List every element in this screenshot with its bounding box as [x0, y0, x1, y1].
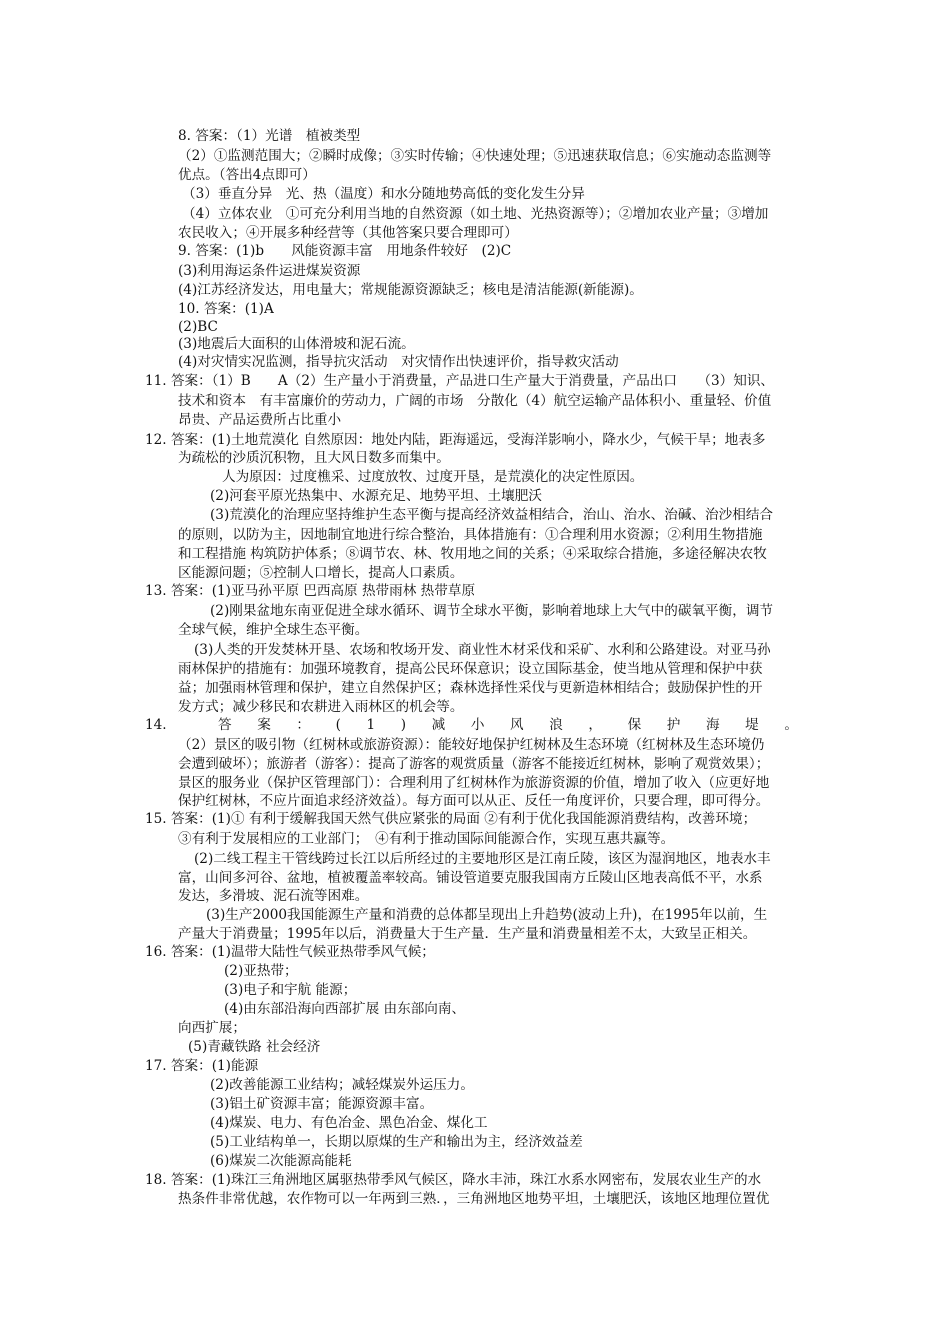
q9-answer-line-3: (4)江苏经济发达，用电量大；常规能源资源缺乏；核电是清洁能源(新能源)。 [178, 282, 643, 298]
q18-answer-line-1: 18. 答案：(1)珠江三角洲地区属驱热带季风气候区，降水丰沛，珠江水系水网密布，发展农业生产的水 [145, 1172, 762, 1188]
q14-char: ， [588, 717, 602, 733]
q16-answer-line-3: (3)电子和宇航 能源； [224, 982, 357, 998]
q14-char: ( [335, 717, 341, 733]
q14-answer-line-5: 保护红树林，不应片面追求经济效益）。每方面可以从正、反任一角度评价，只要合理，即可得分。 [178, 793, 770, 809]
q13-answer-line-3: 全球气候，维护全球生态平衡。 [178, 622, 369, 638]
q14-char: 小 [470, 717, 485, 733]
q14-char: 案 [257, 717, 271, 733]
q13-answer-line-4: (3)人类的开发焚林开垦、农场和牧场开发、商业性木材采伐和采矿、水利和公路建设。对亚马孙 [194, 642, 771, 658]
q17-answer-line-4: (4)煤炭、电力、有色冶金、黑色冶金、煤化工 [210, 1115, 488, 1131]
q14-number: 14. [145, 717, 167, 733]
q13-answer-line-7: 发方式；减少移民和农耕进入雨林区的机会等。 [178, 699, 464, 715]
q9-answer-line-1: 9. 答案：(1)b 风能资源丰富 用地条件较好 (2)C [178, 243, 512, 259]
q14-answer-line-3: 会遭到破坏）；旅游者（游客）：提高了游客的观赏质量（游客不能接近红树林，影响了观赏效果）； [178, 756, 770, 772]
q12-answer-line-6: 的原则，以防为主，因地制宜地进行综合整治，具体措施有：①合理利用水资源；②利用生物措施 [178, 527, 763, 543]
q15-answer-line-6: (3)生产2000我国能源生产量和消费的总体都呈现出上升趋势(波动上升)，在1995年以前，生 [206, 907, 768, 923]
q14-char: 1 [366, 717, 376, 733]
q13-answer-line-6: 益；加强雨林管理和保护，建立自然保护区；森林选择性采伐与更新造林相结合；鼓励保护性的开 [178, 680, 763, 696]
q14-char: ) [400, 717, 407, 733]
q17-answer-line-1: 17. 答案：(1)能源 [145, 1058, 259, 1074]
q11-answer-line-2: 技术和资本 有丰富廉价的劳动力，广阔的市场 分散化（4）航空运输产品体积小、重量轻、价值 [178, 393, 772, 409]
q15-answer-line-4: 富，山间多河谷、盆地，植被覆盖率较高。铺设管道要克服我国南方丘陵山区地表高低不平，水系 [178, 870, 763, 886]
q14-char: 答 [218, 717, 232, 733]
q15-answer-line-2: ③有利于发展相应的工业部门； ④有利于推动国际间能源合作，实现互惠共赢等。 [178, 831, 675, 847]
q12-answer-line-4: (2)河套平原光热集中、水源充足、地势平坦、土壤肥沃 [210, 488, 542, 504]
q10-answer-line-4: (4)对灾情实况监测，指导抗灾活动 对灾情作出快速评价，指导救灾活动 [178, 354, 619, 370]
q17-answer-line-6: (6)煤炭二次能源高能耗 [210, 1153, 352, 1169]
q8-answer-line-5: （4）立体农业 ①可充分利用当地的自然资源（如土地、光热资源等）；②增加农业产量；③增加 [182, 206, 769, 222]
q8-answer-line-1: 8. 答案：（1）光谱 植被类型 [178, 128, 361, 144]
q12-answer-line-5: (3)荒漠化的治理应坚持维护生态平衡与提高经济效益相结合，治山、治水、治碱、治沙相结合 [210, 507, 774, 523]
q16-answer-line-4: (4)由东部沿海向西部扩展 由东部向南、 [224, 1001, 466, 1017]
q13-answer-line-2: (2)刚果盆地东南亚促进全球水循环、调节全球水平衡，影响着地球上大气中的碳氧平衡，调节 [210, 603, 774, 619]
q10-answer-line-3: (3)地震后大面积的山体滑坡和泥石流。 [178, 336, 415, 352]
q18-answer-line-2: 热条件非常优越，农作物可以一年两到三熟．，三角洲地区地势平坦，土壤肥沃，该地区地理位置优 [178, 1191, 770, 1207]
q15-answer-line-7: 产量大于消费量；1995年以后，消费量大于生产量．生产量和消费量相差不太，大致呈正相关。 [178, 926, 757, 942]
q14-char: 减 [431, 717, 446, 733]
q13-answer-line-1: 13. 答案：(1)亚马孙平原 巴西高原 热带雨林 热带草原 [145, 583, 476, 599]
q14-answer-line-1 [218, 716, 798, 734]
q14-char: 堤 [745, 717, 759, 733]
q16-answer-line-6: (5)青藏铁路 社会经济 [188, 1039, 321, 1055]
q12-answer-line-2: 为疏松的沙质沉积物，且大风日数多而集中。 [178, 450, 450, 466]
q11-answer-line-1: 11. 答案：（1）B A（2）生产量小于消费量，产品进口生产量大于消费量，产品出口 （3）知识、 [145, 373, 775, 389]
q8-answer-line-3: 优点。（答出4点即可） [178, 167, 316, 183]
q17-answer-line-2: (2)改善能源工业结构；减轻煤炭外运压力。 [210, 1077, 474, 1093]
q10-answer-line-1: 10. 答案：(1)A [178, 301, 274, 317]
q13-answer-line-5: 雨林保护的措施有：加强环境教育，提高公民环保意识；设立国际基金，使当地从管理和保护中获 [178, 661, 763, 677]
q16-answer-line-5: 向西扩展； [178, 1020, 246, 1036]
q8-answer-line-2: （2）①监测范围大；②瞬时成像；③实时传输；④快速处理；⑤迅速获取信息；⑥实施动态监测等 [178, 148, 772, 164]
q16-answer-line-1: 16. 答案：(1)温带大陆性气候亚热带季风气候； [145, 944, 435, 960]
q14-char: 。 [784, 717, 798, 733]
q12-answer-line-7: 和工程措施 构筑防护体系；⑧调节农、林、牧用地之间的关系；④采取综合措施，多途径解决农牧 [178, 546, 767, 562]
q17-answer-line-5: (5)工业结构单一，长期以原煤的生产和输出为主，经济效益差 [210, 1134, 583, 1150]
q14-char: 浪 [549, 717, 563, 733]
q14-char: 海 [705, 717, 720, 733]
q14-answer-line-4: 景区的服务业（保护区管理部门）：合理利用了红树林作为旅游资源的价值，增加了收入（应更好地 [178, 775, 770, 791]
q12-answer-line-8: 区能源问题；⑤控制人口增长，提高人口素质。 [178, 565, 464, 581]
q8-answer-line-4: （3）垂直分异 光、热（温度）和水分随地势高低的变化发生分异 [182, 186, 585, 202]
q14-answer-line-2: （2）景区的吸引物（红树林或旅游资源）：能较好地保护红树林及生态环境（红树林及生态环境仍 [178, 737, 765, 753]
q15-answer-line-5: 发达，多滑坡、泥石流等困难。 [178, 888, 369, 904]
q15-answer-line-3: (2)二线工程主干管线跨过长江以后所经过的主要地形区是江南丘陵，该区为湿润地区，地表水丰 [194, 851, 771, 867]
q14-char: 护 [666, 717, 681, 733]
q17-answer-line-3: (3)铝土矿资源丰富；能源资源丰富。 [210, 1096, 434, 1112]
q10-answer-line-2: (2)BC [178, 319, 218, 335]
q14-char: ： [296, 717, 310, 733]
q11-answer-line-3: 昂贵、产品运费所占比重小 [178, 412, 342, 428]
q14-char: 风 [510, 717, 524, 733]
q8-answer-line-6: 农民收入；④开展多种经营等（其他答案只要合理即可） [178, 225, 518, 241]
q12-answer-line-1: 12. 答案：(1)土地荒漠化 自然原因：地处内陆，距海遥远，受海洋影响小，降水少，气候干旱；地表多 [145, 432, 766, 448]
q16-answer-line-2: (2)亚热带； [224, 963, 298, 979]
q9-answer-line-2: (3)利用海运条件运进煤炭资源 [178, 263, 361, 279]
q12-answer-line-3: 人为原因：过度樵采、过度放牧、过度开垦，是荒漠化的决定性原因。 [222, 469, 644, 485]
q14-char: 保 [627, 717, 642, 733]
q15-answer-line-1: 15. 答案：(1)① 有利于缓解我国天然气供应紧张的局面 ②有利于优化我国能源消费结构，改善环境； [145, 811, 757, 827]
